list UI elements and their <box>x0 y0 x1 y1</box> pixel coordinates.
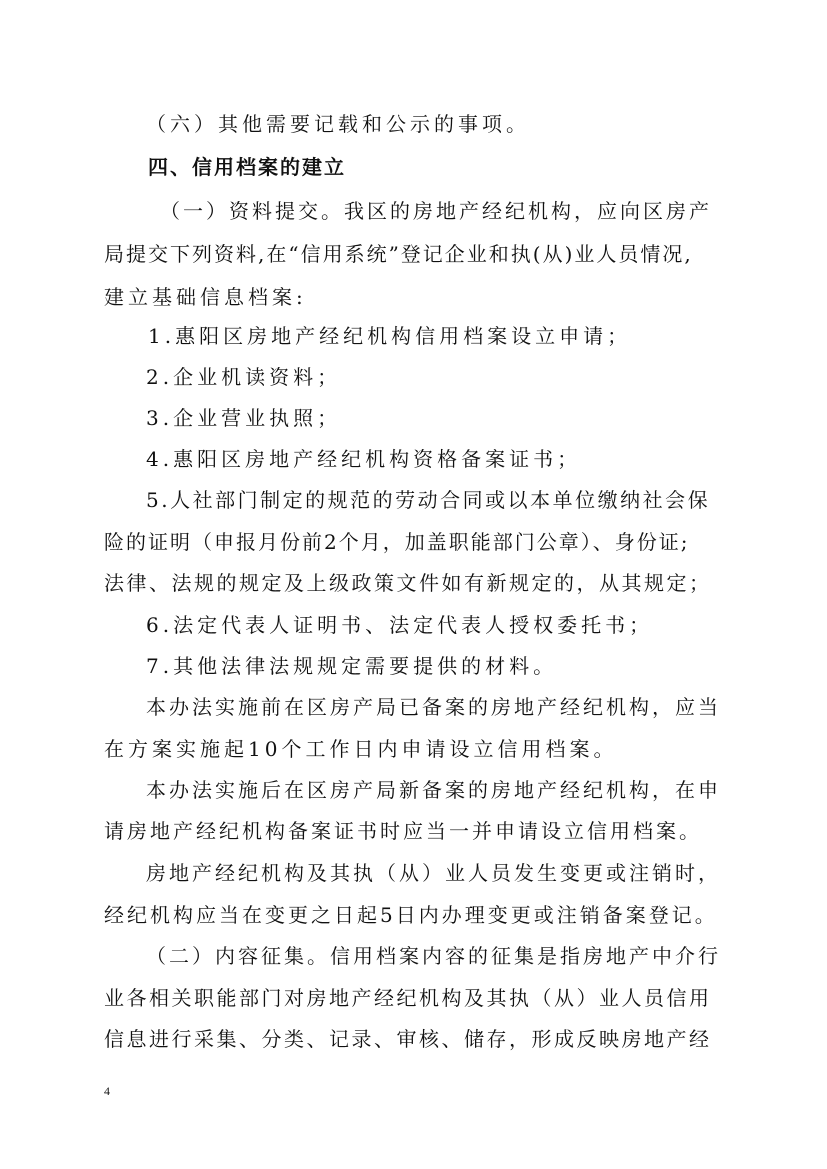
section-heading: 四、信用档案的建立 <box>148 155 346 179</box>
paragraph-line: 在方案实施起10个工作日内申请设立信用档案。 <box>104 737 618 761</box>
paragraph-line: 房地产经纪机构及其执（从）业人员发生变更或注销时， <box>146 861 721 885</box>
list-item: 5.人社部门制定的规范的劳动合同或以本单位缴纳社会保 <box>146 488 711 512</box>
paragraph-line: （六）其他需要记载和公示的事项。 <box>146 112 530 136</box>
paragraph-line: （二）内容征集。信用档案内容的征集是指房地产中介行 <box>146 944 721 968</box>
list-item: 1.惠阳区房地产经纪机构信用档案设立申请； <box>148 324 632 348</box>
paragraph-line: 本办法实施前在区房产局已备案的房地产经纪机构，应当 <box>146 695 721 719</box>
list-item: 4.惠阳区房地产经纪机构资格备案证书； <box>146 447 582 471</box>
list-item: 6.法定代表人证明书、法定代表人授权委托书； <box>146 613 654 637</box>
paragraph-line: 建立基础信息档案: <box>104 285 307 309</box>
list-item: 2.企业机读资料； <box>146 365 342 389</box>
paragraph-line: 经纪机构应当在变更之日起5日内办理变更或注销备案登记。 <box>104 903 718 927</box>
paragraph-line: 信息进行采集、分类、记录、审核、储存，形成反映房地产经 <box>104 1027 712 1051</box>
paragraph-line: 请房地产经纪机构备案证书时应当一并申请设立信用档案。 <box>104 819 702 843</box>
list-item: 7.其他法律法规规定需要提供的材料。 <box>146 654 558 678</box>
paragraph-line: 险的证明（申报月份前2个月，加盖职能部门公章）、身份证; <box>104 530 690 554</box>
paragraph-line: 法律、法规的规定及上级政策文件如有新规定的，从其规定； <box>104 571 712 595</box>
list-item: 3.企业营业执照； <box>146 406 342 430</box>
page-number: 4 <box>104 1084 110 1098</box>
paragraph-line: 本办法实施后在区房产局新备案的房地产经纪机构，在申 <box>146 778 721 802</box>
paragraph-line: 局提交下列资料,在“信用系统”登记企业和执(从)业人员情况, <box>104 242 693 266</box>
paragraph-line: 业各相关职能部门对房地产经纪机构及其执（从）业人员信用 <box>104 986 712 1010</box>
paragraph-line: （一）资料提交。我区的房地产经纪机构，应向区房产 <box>160 199 712 223</box>
